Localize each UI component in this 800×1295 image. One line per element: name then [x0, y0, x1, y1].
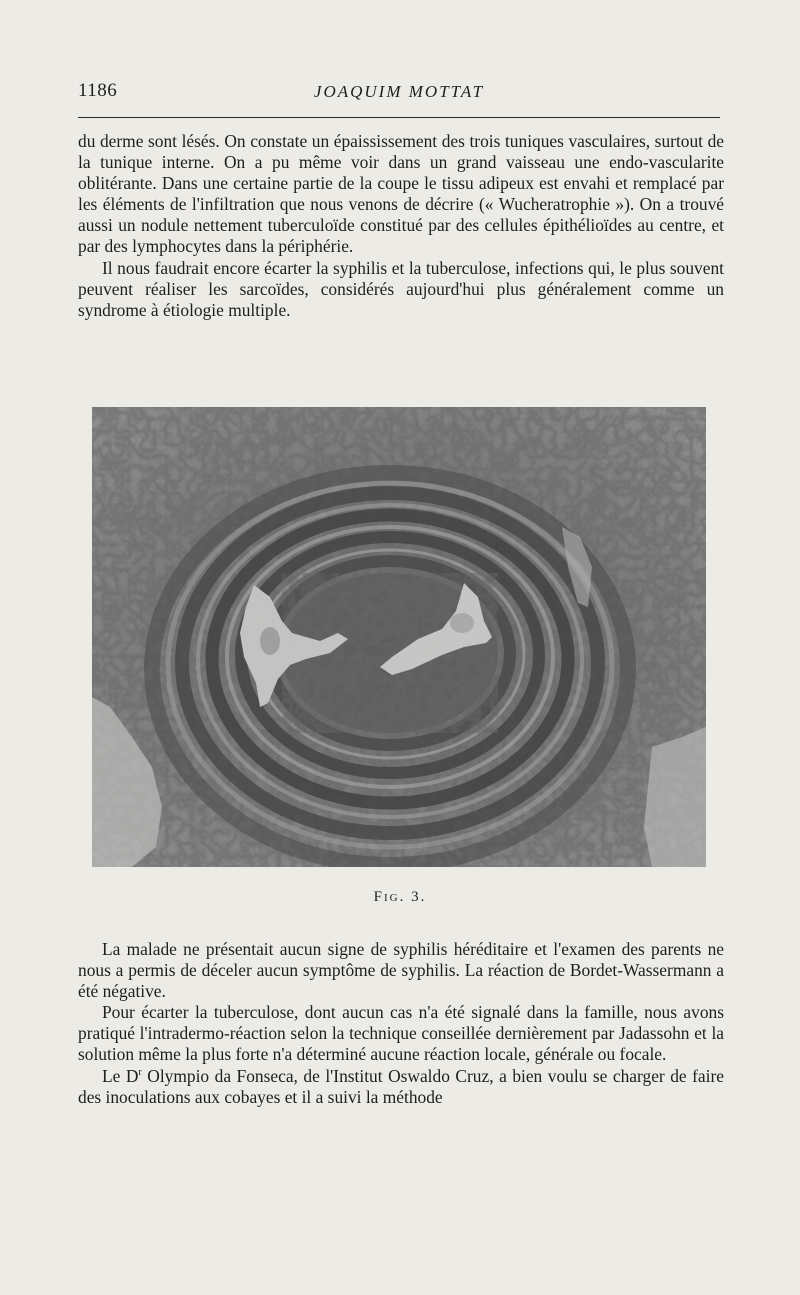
micrograph-figure — [92, 407, 706, 867]
page-header — [78, 78, 720, 108]
paragraph-3: La malade ne présentait aucun signe de syphilis héréditaire et l'examen des parents ne nous a permis de déceler aucun symptôme de syphilis. La réaction de Bordet-Wassermann a été négative. — [78, 939, 724, 1002]
header-rule — [78, 117, 720, 118]
doctor-abbrev-sup: r — [138, 1066, 142, 1078]
micrograph-image — [92, 407, 706, 867]
figure-caption — [0, 889, 800, 906]
doctor-abbrev: Le D — [102, 1065, 139, 1086]
paragraph-4: Pour écarter la tuberculose, dont aucun cas n'a été signalé dans la famille, nous avons pratiqué l'intradermo-réaction selon la technique conseillée dernièrement par Jadassohn et la solution même la plus forte n'a déterminé aucune réaction locale, générale ou focale. — [78, 1002, 724, 1065]
paragraph-1: du derme sont lésés. On constate un épaississement des trois tuniques vasculaires, surtout de la tunique interne. On a pu même voir dans un grand vaisseau une endo-vascularite oblitérante. Dans une certaine partie de la coupe le tissu adipeux est envahi et remplacé par les éléments de l'infiltration que nous venons de décrire (« Wucheratrophie »). On a trouvé aussi un nodule nettement tuberculoïde constitué par des cellules épithélioïdes au centre, et par des lymphocytes dans la périphérie. — [78, 131, 724, 257]
body-text-bottom — [78, 939, 724, 1108]
paragraph-5-rest: Olympio da Fonseca, de l'Institut Oswaldo Cruz, a bien voulu se charger de faire des inoculations aux cobayes et il a suivi la méthode — [78, 1065, 724, 1107]
body-text-top — [78, 131, 724, 321]
running-head: JOAQUIM MOTTAT — [313, 82, 485, 101]
figure-caption-text: Fig. 3. — [373, 889, 427, 905]
paragraph-5 — [78, 1066, 724, 1108]
paragraph-2: Il nous faudrait encore écarter la syphilis et la tuberculose, infections qui, le plus souvent peuvent réaliser les sarcoïdes, considérés aujourd'hui plus généralement comme un syndrome à étiologie multiple. — [78, 257, 724, 320]
page-number: 1186 — [78, 80, 118, 101]
